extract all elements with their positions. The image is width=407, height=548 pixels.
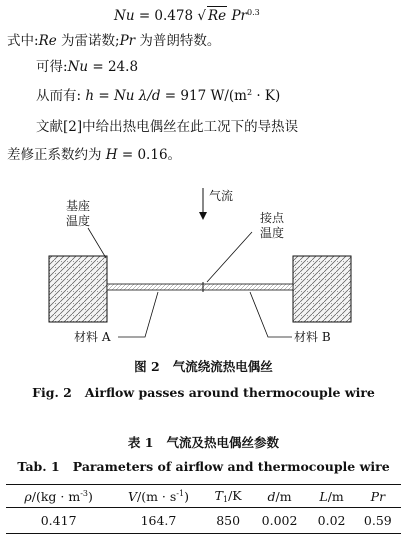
label-junction-temp-1: 接点: [260, 211, 285, 225]
leader-material-a: [118, 292, 158, 337]
figure-caption-cn-num: 图 2: [134, 359, 160, 374]
definitions-re-desc: 为雷诺数;: [56, 33, 120, 49]
cell-length: 0.02: [308, 508, 354, 534]
figure-caption-cn: [0, 358, 407, 376]
label-airflow: 气流: [209, 189, 234, 203]
result-h-prefix: 从而有:: [36, 88, 86, 104]
leader-material-b: [250, 292, 292, 337]
airflow-arrow-head: [199, 212, 207, 220]
result-h-unit: · K): [252, 88, 281, 104]
figure-caption-en-num: Fig. 2: [32, 385, 72, 400]
base-block-left: [49, 256, 107, 322]
correction-h: H: [105, 147, 118, 163]
label-junction-temp-2: 温度: [260, 226, 285, 240]
correction-prefix: 差修正系数约为: [7, 147, 106, 163]
result-h-lambda-d: λ/d: [134, 88, 161, 104]
definitions-prefix: 式中:: [7, 33, 39, 49]
text-line-result-nu: [36, 58, 138, 76]
result-h-sup: 2: [246, 88, 253, 97]
header-density-end: ): [87, 488, 93, 504]
formula-pr: Pr: [231, 8, 247, 24]
header-temperature-sym: T: [214, 488, 223, 503]
nusselt-formula: [114, 4, 260, 25]
result-nu-prefix: 可得:: [36, 59, 68, 75]
table-title-cn-num: 表 1: [127, 435, 154, 450]
result-nu-symbol: Nu: [67, 59, 89, 75]
label-base-temp-2: 温度: [66, 214, 91, 228]
result-h-symbol: h: [85, 88, 95, 104]
table-title-en-text: Parameters of airflow and thermocouple wire: [72, 459, 390, 474]
result-nu-value: = 24.8: [88, 59, 139, 75]
header-velocity-unit: /(m · s: [136, 488, 177, 504]
formula-coefficient: = 0.478: [138, 8, 194, 24]
parameters-table: [6, 484, 401, 534]
header-density-sym: ρ: [24, 488, 32, 504]
result-h-nu: Nu: [113, 88, 135, 104]
text-line-definitions: [7, 32, 220, 50]
table-header-row: [6, 485, 401, 508]
header-length: [308, 485, 354, 508]
header-density: [6, 485, 111, 508]
formula-nu: Nu: [114, 8, 135, 24]
header-diameter: [251, 485, 309, 508]
figure-caption-en: [0, 384, 407, 402]
figure-caption-en-text: Airflow passes around thermocouple wire: [84, 385, 375, 400]
result-h-value: = 917 W/(m: [160, 88, 247, 104]
wire-material-b: [203, 284, 293, 290]
formula-sqrt-sign: √: [197, 8, 206, 24]
definitions-pr: Pr: [119, 33, 136, 49]
header-velocity-sym: V: [127, 488, 137, 504]
label-material-b: 材料 B: [294, 330, 331, 344]
table-title-cn-text: 气流及热电偶丝参数: [166, 435, 280, 450]
thermocouple-figure: [0, 182, 407, 382]
leader-base-temp: [88, 228, 106, 258]
leader-junction-temp: [207, 232, 252, 282]
definitions-re: Re: [38, 33, 57, 49]
wire-material-a: [107, 284, 203, 290]
header-length-unit: /m: [327, 488, 344, 504]
header-diameter-unit: /m: [275, 488, 292, 504]
header-diameter-sym: d: [267, 488, 276, 504]
table-title-cn: [0, 434, 407, 452]
header-velocity: [111, 485, 205, 508]
header-velocity-end: ): [184, 488, 189, 504]
cell-temperature: 850: [206, 508, 251, 534]
text-line-reference: [36, 118, 298, 136]
label-material-a: 材料 A: [74, 330, 111, 344]
reference-text: 文献[2]中给出热电偶丝在此工况下的导热误: [36, 119, 299, 135]
formula-re: Re: [207, 8, 227, 24]
text-line-correction: [7, 146, 181, 164]
table-title-en-num: Tab. 1: [17, 459, 60, 474]
header-density-sup: -3: [80, 488, 88, 498]
cell-prandtl: 0.59: [355, 508, 401, 534]
base-block-right: [293, 256, 351, 322]
label-base-temp-1: 基座: [66, 199, 91, 213]
header-length-sym: L: [319, 488, 328, 504]
formula-exponent: 0.3: [246, 8, 260, 17]
cell-density: 0.417: [6, 508, 111, 534]
header-density-unit: /(kg · m: [31, 488, 81, 504]
correction-value: = 0.16。: [117, 147, 182, 163]
definitions-pr-desc: 为普朗特数。: [135, 33, 221, 49]
header-temperature-sub: 1: [223, 495, 229, 504]
table-row: [6, 508, 401, 534]
header-temperature: [206, 485, 251, 508]
result-h-eq: =: [94, 88, 114, 104]
table-title-en: [0, 458, 407, 476]
figure-caption-cn-text: 气流绕流热电偶丝: [172, 359, 273, 374]
header-temperature-unit: /K: [228, 488, 242, 503]
header-prandtl: [355, 485, 401, 508]
header-velocity-sup: -1: [176, 488, 185, 498]
cell-velocity: 164.7: [111, 508, 205, 534]
text-line-result-h: [36, 84, 280, 105]
cell-diameter: 0.002: [251, 508, 309, 534]
header-prandtl-sym: Pr: [370, 488, 386, 504]
